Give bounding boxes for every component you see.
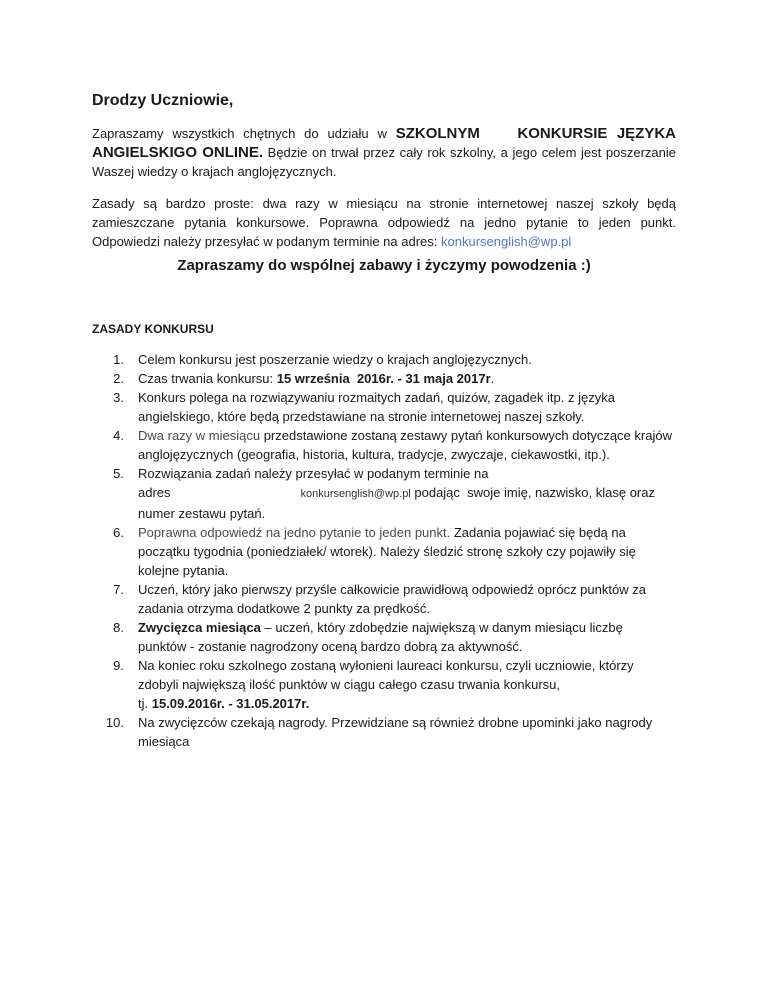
rule-text-c: podając swoje imię, nazwisko, klasę oraz numer zestawu pytań. xyxy=(138,485,659,521)
email-link[interactable]: konkursenglish@wp.pl xyxy=(300,488,411,500)
rule-item-7 xyxy=(92,580,672,618)
invite-heading: Zapraszamy do wspólnej zabawy i życzymy powodzenia :) xyxy=(177,257,591,274)
intro-rest: Będzie on trwał przez cały rok szkolny, a jego celem jest poszerzanie Waszej wiedzy o krajach anglojęzycznych. xyxy=(92,145,676,179)
rule-number: 3. xyxy=(113,390,124,405)
rule-text: Zadania pojawiać się będą na początku tygodnia (poniedziałek/ wtorek). Należy śledzić stronę szkoły czy pojawiły się kolejne pytania. xyxy=(138,525,636,578)
rules-heading: ZASADY KONKURSU xyxy=(92,322,214,336)
rule-text-highlight: Dwa razy w miesiącu xyxy=(138,428,261,443)
rule-text: Celem konkursu jest poszerzanie wiedzy o krajach anglojęzycznych. xyxy=(138,352,532,367)
rule-number: 5. xyxy=(113,466,124,481)
rule-item-4 xyxy=(92,426,672,464)
rule-text-bold: Zwycięzca miesiąca xyxy=(138,620,261,635)
rule-text: Konkurs polega na rozwiązywaniu rozmaitych zadań, quizów, zagadek itp. z języka angielskiego, które będą przedstawiane na stronie internetowej naszej szkoły. xyxy=(138,390,615,424)
rule-text: Uczeń, który jako pierwszy przyśle całkowicie prawidłową odpowiedź oprócz punktów za zadania otrzyma dodatkowe 2 punkty za prędkość. xyxy=(138,582,646,616)
rules-intro-text: Zasady są bardzo proste: dwa razy w miesiącu na stronie internetowej naszej szkoły będą zamieszczane pytania konkursowe. Poprawna odpowiedź na jedno pytanie to jeden punkt. Odpowiedzi należy przesyłać w podanym terminie na adres: xyxy=(92,196,676,249)
rule-number: 6. xyxy=(113,525,124,540)
rule-item-9 xyxy=(92,656,672,713)
rule-item-2 xyxy=(92,369,672,388)
rule-text: przedstawione zostaną zestawy pytań konkursowych dotyczące krajów anglojęzycznych (geografia, historia, kultura, tradycje, zwyczaje, ciekawostki, itp.). xyxy=(138,428,672,462)
rule-number: 4. xyxy=(113,428,124,443)
rule-number: 1. xyxy=(113,352,124,367)
rule-item-10 xyxy=(92,713,672,751)
rule-text: – uczeń, który zdobędzie największą w danym miesiącu liczbę punktów - zostanie nagrodzony oceną bardzo dobrą za aktywność. xyxy=(138,620,623,654)
rule-text: Czas trwania konkursu: xyxy=(138,371,277,386)
rule-number: 2. xyxy=(113,371,124,386)
rule-number: 7. xyxy=(113,582,124,597)
contest-name-part-b: ANGIELSKIGO ONLINE. xyxy=(92,144,264,161)
rule-text-a: Rozwiązania zadań należy przesyłać w podanym terminie na xyxy=(138,466,489,481)
rule-text-tail: . xyxy=(490,371,495,386)
contest-name-part-a: SZKOLNYM KONKURSIE JĘZYKA xyxy=(395,125,677,142)
rule-item-1 xyxy=(92,350,672,369)
rules-intro-paragraph xyxy=(92,194,676,251)
intro-paragraph xyxy=(92,124,676,181)
rule-text: Na koniec roku szkolnego zostaną wyłonieni laureaci konkursu, czyli uczniowie, którzy zdobyli największą ilość punktów w ciągu całego czasu trwania konkursu, xyxy=(138,658,634,692)
rule-number: 8. xyxy=(113,620,124,635)
rule-item-5 xyxy=(92,464,672,523)
rule-text-b: adres xyxy=(138,485,171,500)
rule-item-6 xyxy=(92,523,672,580)
rule-item-3 xyxy=(92,388,672,426)
rule-number: 10. xyxy=(105,715,124,730)
contest-dates: 15 września 2016r. - 31 maja 2017r xyxy=(276,371,491,386)
contest-dates: 15.09.2016r. - 31.05.2017r. xyxy=(151,696,310,711)
rule-text: Na zwycięzców czekają nagrody. Przewidziane są również drobne upominki jako nagrody miesiąca xyxy=(138,715,653,749)
intro-lead: Zapraszamy wszystkich chętnych do udziału w xyxy=(92,126,396,141)
rule-number: 9. xyxy=(113,658,124,673)
email-link[interactable]: konkursenglish@wp.pl xyxy=(441,234,572,249)
rules-list xyxy=(92,350,672,751)
greeting: Drodzy Uczniowie, xyxy=(92,92,234,109)
rule-text-highlight: Poprawna odpowiedź na jedno pytanie to jeden punkt. xyxy=(138,525,451,540)
rule-item-8 xyxy=(92,618,672,656)
rule-text-prefix: tj. xyxy=(138,696,152,711)
